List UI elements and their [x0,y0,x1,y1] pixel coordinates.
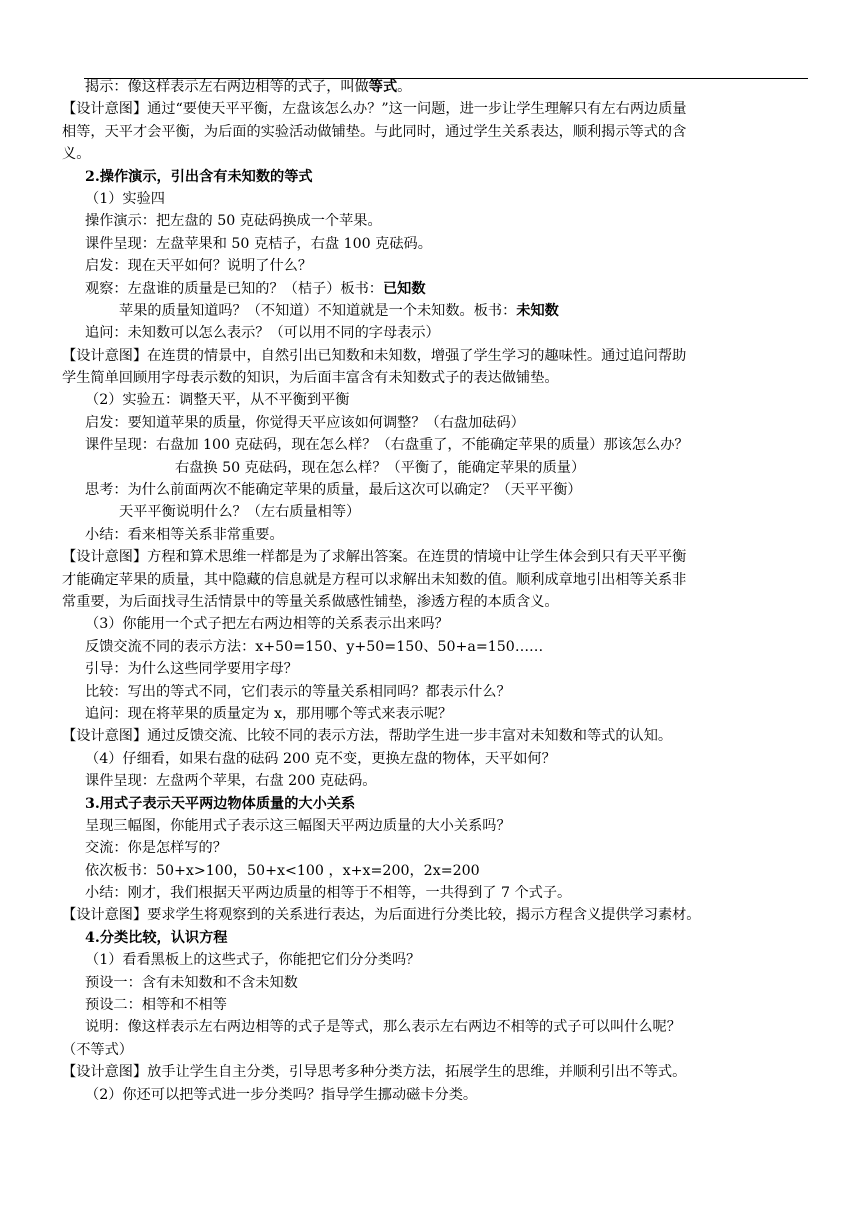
text-segment: 【设计意图】要求学生将观察到的关系进行表达，为后面进行分类比较，揭示方程含义提供学习素材。 [62,907,701,924]
text-line [62,98,814,120]
text-line [62,233,814,255]
text-segment: 小结：刚才，我们根据天平两边质量的相等于不相等，一共得到了 7 个式子。 [85,885,572,902]
text-segment: 【设计意图】放手让学生自主分类，引导思考多种分类方法，拓展学生的思维，并顺利引出不等式。 [62,1064,687,1081]
text-line [62,546,814,568]
text-segment: 相等，天平才会平衡，为后面的实验活动做铺垫。与此同时，通过学生关系表达，顺利揭示等式的含 [62,123,687,140]
text-segment: 思考：为什么前面两次不能确定苹果的质量，最后这次可以确定？（天平平衡） [85,482,582,499]
text-segment: 【设计意图】在连贯的情景中，自然引出已知数和未知数，增强了学生学习的趣味性。通过追问帮助 [62,347,687,364]
text-line [62,1039,814,1061]
text-line [62,300,814,322]
text-segment: 小结：看来相等关系非常重要。 [85,526,284,543]
bold-term: 已知数 [382,280,426,297]
text-segment: 呈现三幅图，你能用式子表示这三幅图天平两边质量的大小关系吗？ [85,817,511,834]
text-line [62,524,814,546]
text-segment: 引导：为什么这些同学要用字母？ [85,661,298,678]
text-line [62,994,814,1016]
text-line [62,479,814,501]
text-segment: （3）你能用一个式子把左右两边相等的关系表示出来吗？ [85,616,449,633]
text-line [62,860,814,882]
text-segment: 。 [397,79,412,95]
text-line [62,188,814,210]
text-line [62,322,814,344]
text-line [62,972,814,994]
text-segment: 学生简单回顾用字母表示数的知识，为后面丰富含有未知数式子的表达做铺垫。 [62,370,559,387]
text-segment: 操作演示：把左盘的 50 克砝码换成一个苹果。 [85,213,382,230]
text-line [62,793,814,815]
text-segment: 右盘换 50 克砝码，现在怎么样？（平衡了，能确定苹果的质量） [175,459,586,476]
text-line [62,457,814,479]
text-segment: 3.用式子表示天平两边物体质量的大小关系 [85,795,356,812]
text-segment: 交流：你是怎样写的？ [85,840,227,857]
text-line [62,591,814,613]
text-segment: 启发：要知道苹果的质量，你觉得天平应该如何调整？（右盘加砝码） [85,414,525,431]
text-line [62,770,814,792]
text-segment: 【设计意图】通过“要使天平平衡，左盘该怎么办？”这一问题，进一步让学生理解只有左右两边质量 [62,101,687,118]
text-segment: 追问：未知数可以怎么表示？（可以用不同的字母表示） [85,325,440,342]
text-segment: 天平平衡说明什么？（左右质量相等） [119,504,361,521]
text-segment: 才能确定苹果的质量，其中隐藏的信息就是方程可以求解出未知数的值。顺利成章地引出相等关系非 [62,571,687,588]
text-line [62,143,814,165]
bold-term: 等式 [368,79,398,95]
text-line [62,1016,814,1038]
text-line [62,166,814,188]
text-line [62,121,814,143]
text-line [62,569,814,591]
text-segment: （1）实验四 [85,190,165,207]
text-line [62,389,814,411]
text-segment: 常重要，为后面找寻生活情景中的等量关系做感性铺垫，渗透方程的本质含义。 [62,593,559,610]
text-segment: 依次板书：50+x>100，50+x<100 ，x+x=200，2x=200 [85,862,480,879]
text-line [62,501,814,523]
document-body [62,76,814,1106]
text-segment: 课件呈现：左盘苹果和 50 克桔子，右盘 100 克砝码。 [85,235,432,252]
text-line [62,748,814,770]
text-segment: 4.分类比较，认识方程 [85,929,228,946]
text-line [62,412,814,434]
text-line [62,927,814,949]
text-line [62,658,814,680]
text-line [62,949,814,971]
text-segment: 观察：左盘谁的质量是已知的？（桔子）板书： [85,280,383,297]
text-line [62,636,814,658]
text-line [62,904,814,926]
text-line [62,210,814,232]
text-line [62,278,814,300]
text-segment: 苹果的质量知道吗？（不知道）不知道就是一个未知数。板书： [119,302,517,319]
text-line [62,725,814,747]
text-line [62,815,814,837]
text-segment: （2）你还可以把等式进一步分类吗？指导学生挪动磁卡分类。 [85,1086,478,1103]
text-segment: 启发：现在天平如何？说明了什么？ [85,258,313,275]
text-line [62,613,814,635]
text-segment: 【设计意图】方程和算术思维一样都是为了求解出答案。在连贯的情境中让学生体会到只有天平平衡 [62,549,687,566]
text-segment: 课件呈现：左盘两个苹果，右盘 200 克砝码。 [85,773,377,790]
text-line [62,703,814,725]
text-line [62,1061,814,1083]
text-segment: 说明：像这样表示左右两边相等的式子是等式，那么表示左右两边不相等的式子可以叫什么呢？ [85,1019,681,1036]
text-line [62,681,814,703]
text-line [62,434,814,456]
text-line [62,837,814,859]
text-segment: 预设二：相等和不相等 [85,997,227,1014]
text-segment: 追问：现在将苹果的质量定为 x，那用哪个等式来表示呢？ [85,705,453,722]
text-segment: 揭示：像这样表示左右两边相等的式子，叫做 [85,79,369,95]
text-segment: 反馈交流不同的表示方法：x+50=150、y+50=150、50+a=150…… [85,638,544,655]
text-segment: 预设一：含有未知数和不含未知数 [85,974,298,991]
text-line [62,76,814,98]
text-segment: 义。 [62,146,91,163]
text-segment: （4）仔细看，如果右盘的砝码 200 克不变，更换左盘的物体，天平如何？ [85,750,556,767]
text-segment: 【设计意图】通过反馈交流、比较不同的表示方法，帮助学生进一步丰富对未知数和等式的认知。 [62,728,673,745]
text-line [62,1084,814,1106]
text-segment: 比较：写出的等式不同，它们表示的等量关系相同吗？都表示什么？ [85,683,511,700]
text-line [62,367,814,389]
text-segment: 课件呈现：右盘加 100 克砝码，现在怎么样？（右盘重了，不能确定苹果的质量）那该怎么办？ [85,437,689,454]
text-line [62,345,814,367]
text-segment: （2）实验五：调整天平，从不平衡到平衡 [85,392,350,409]
text-line [62,882,814,904]
bold-term: 未知数 [516,302,559,319]
text-line [62,255,814,277]
text-segment: （1）看看黑板上的这些式子，你能把它们分分类吗？ [85,952,421,969]
text-segment: （不等式） [62,1041,133,1058]
text-segment: 2.操作演示，引出含有未知数的等式 [85,168,313,185]
